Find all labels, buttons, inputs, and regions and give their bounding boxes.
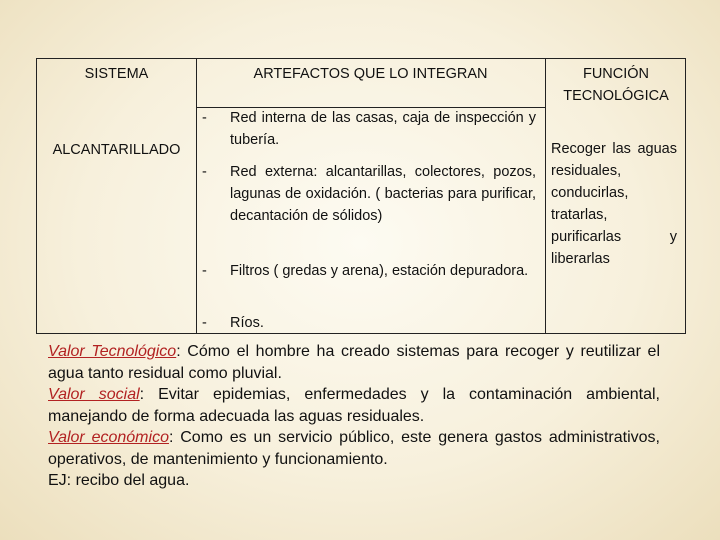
systems-table bbox=[36, 58, 686, 334]
artifact-item: Ríos. bbox=[230, 315, 264, 331]
column-divider-2 bbox=[545, 59, 546, 333]
values-section bbox=[48, 341, 660, 492]
artifact-item: Red externa: alcantarillas, colectores, pozos, lagunas de oxidación. ( bacterias para purificar, decantación de sólidos) bbox=[230, 164, 536, 224]
value-paragraph-technological bbox=[48, 341, 660, 384]
header-system: SISTEMA bbox=[84, 66, 149, 82]
value-term: Valor económico bbox=[48, 429, 169, 446]
artifact-dash: - bbox=[202, 263, 207, 279]
header-artifacts: ARTEFACTOS QUE LO INTEGRAN bbox=[253, 66, 488, 82]
value-term: Valor Tecnológico bbox=[48, 343, 177, 360]
value-paragraph-social bbox=[48, 384, 660, 427]
function-description: Recoger las aguas residuales, conducirlas, tratarlas, purificarlas y liberarlas bbox=[551, 141, 677, 267]
example-line: EJ: recibo del agua. bbox=[48, 472, 190, 489]
artifact-dash: - bbox=[202, 164, 207, 180]
system-name: ALCANTARILLADO bbox=[52, 142, 181, 158]
value-text: : Como es un servicio público, este genera gastos administrativos, operativos, de mantenimiento y funcionamiento. bbox=[48, 429, 661, 468]
value-text: : Evitar epidemias, enfermedades y la contaminación ambiental, manejando de forma adecuada las aguas residuales. bbox=[48, 386, 660, 425]
artifact-dash: - bbox=[202, 315, 207, 331]
column-divider-1 bbox=[196, 59, 197, 333]
artifact-item: Filtros ( gredas y arena), estación depuradora. bbox=[230, 263, 529, 279]
artifact-item: Red interna de las casas, caja de inspección y tubería. bbox=[230, 110, 536, 148]
header-function: FUNCIÓN TECNOLÓGICA bbox=[563, 66, 669, 104]
value-text: : Cómo el hombre ha creado sistemas para recoger y reutilizar el agua tanto residual como pluvial. bbox=[48, 343, 660, 382]
value-paragraph-economic bbox=[48, 427, 660, 470]
value-term: Valor social bbox=[48, 386, 140, 403]
artifact-dash: - bbox=[202, 110, 207, 126]
